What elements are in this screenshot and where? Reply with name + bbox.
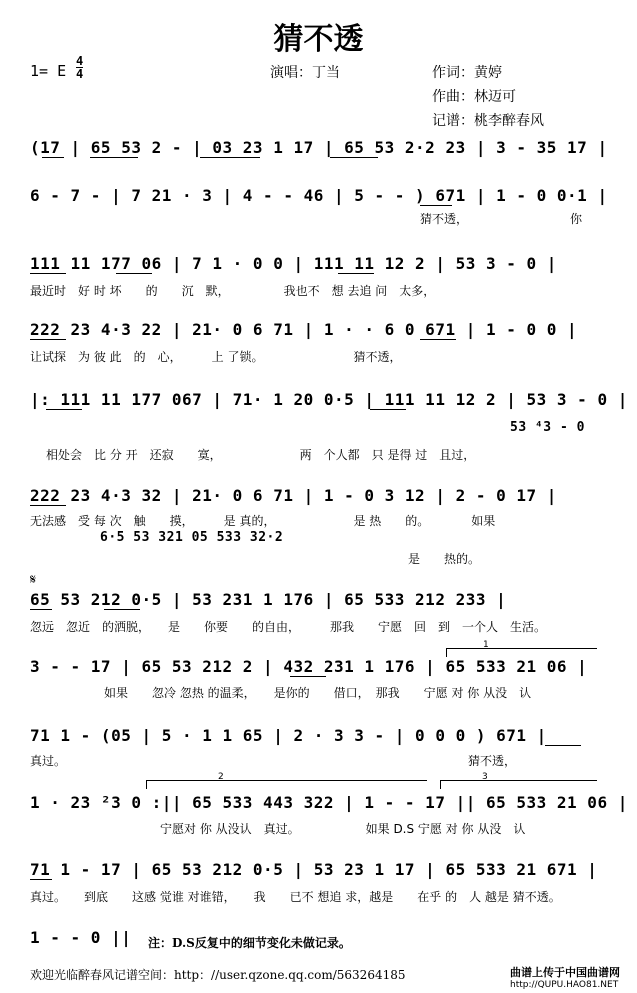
transcriber-credit: 记谱：桃李醉春风 — [432, 113, 544, 129]
score-line-5: |: 111 11 177 067 | 71· 1 20 0·5 | 111 11 12 2 | 53 3 - 0 | — [30, 390, 628, 409]
volta-bracket-3 — [440, 780, 597, 789]
volta-number-3: 3 — [482, 772, 488, 782]
score-line-5-alt: 53 ⁴3 - 0 — [510, 420, 585, 435]
time-signature-top: 4 — [76, 54, 84, 68]
song-title: 猜不透 — [273, 22, 364, 57]
watermark — [510, 967, 620, 991]
watermark-line-1: 曲谱上传于中国曲谱网 — [510, 966, 620, 979]
score-line-12: 1 - - 0 || — [30, 928, 132, 947]
score-line-6-alt: 6·5 53 321 05 533 32·2 — [100, 530, 284, 545]
score-line-1: (17 | 65 53 2 - | 03 23 1 17 | 65 53 2·2 23 | 3 - 35 17 | — [30, 138, 608, 157]
singer-credit: 演唱：丁当 — [270, 65, 340, 81]
volta-bracket-1 — [446, 648, 597, 657]
composer-credit: 作曲：林迈可 — [432, 89, 516, 105]
volta-number-2: 2 — [218, 772, 224, 782]
lyric-line-7: 忽远 忽近 的洒脱， 是 你要 的自由， 那我 宁愿 回 到 一个人 生活。 — [30, 620, 547, 634]
lyric-line-3: 最近时 好 时 坏 的 沉 默， 我也不 想 去追 问 太多， — [30, 284, 436, 298]
volta-number-1: 1 — [483, 640, 489, 650]
score-line-8: 3 - - 17 | 65 53 212 2 | 432 231 1 176 | 65 533 21 06 | — [30, 657, 588, 676]
score-line-3: 111 11 177 06 | 7 1 · 0 0 | 111 11 12 2 | 53 3 - 0 | — [30, 254, 557, 273]
score-line-10: 1 · 23 ²3 0 :|| 65 533 443 322 | 1 - - 17 || 65 533 21 06 | — [30, 793, 628, 812]
lyric-line-6: 无法感 受 每 次 触 摸， 是 真的， 是 热 的。 如果 — [30, 514, 496, 528]
lyric-line-9: 真过。 猜不透， — [30, 754, 517, 768]
watermark-line-2: http://QUPU.HAO81.NET — [510, 980, 619, 990]
segno-sign: 𝄋 — [30, 572, 37, 588]
score-line-2: 6 - 7 - | 7 21 · 3 | 4 - - 46 | 5 - - ) 671 | 1 - 0 0·1 | — [30, 186, 608, 205]
lyric-line-5: 相处会 比 分 开 还寂 寞， 两 个人都 只 是得 过 且过， — [46, 448, 476, 462]
footer-text: 欢迎光临醉春风记谱空间：http：//user.qzone.qq.com/563264185 — [30, 968, 406, 982]
time-signature-bottom: 4 — [76, 67, 84, 81]
score-line-9: 71 1 - (05 | 5 · 1 1 65 | 2 · 3 3 - | 0 0 0 ) 671 | — [30, 726, 547, 745]
score-line-11: 71 1 - 17 | 65 53 212 0·5 | 53 23 1 17 | 65 533 21 671 | — [30, 860, 598, 879]
score-line-6: 222 23 4·3 32 | 21· 0 6 71 | 1 - 0 3 12 | 2 - 0 17 | — [30, 486, 557, 505]
lyric-line-11: 真过。 到底 这感 觉谁 对谁错， 我 已不 想追 求，越是 在乎 的 人 越是 猜不透。 — [30, 890, 561, 904]
lyric-line-4: 让试探 为 彼 此 的 心， 上 了锁。 猜不透， — [30, 350, 402, 364]
score-line-7: 65 53 212 0·5 | 53 231 1 176 | 65 533 212 233 | — [30, 590, 507, 609]
lyricist-credit: 作词：黄婷 — [432, 65, 502, 81]
score-line-4: 222 23 4·3 22 | 21· 0 6 71 | 1 · · 6 0 671 | 1 - 0 0 | — [30, 320, 578, 339]
lyric-line-2: 猜不透， 你 — [420, 212, 583, 226]
time-signature — [76, 55, 83, 80]
lyric-line-10: 宁愿对 你 从没认 真过。 如果 D.S 宁愿 对 你 从没 认 — [160, 822, 526, 836]
lyric-line-6-alt: 是 热的。 — [408, 552, 481, 566]
volta-bracket-2 — [146, 780, 427, 789]
key-signature: 1= E — [30, 62, 67, 80]
lyric-line-8: 如果 忽冷 忽热 的温柔， 是你的 借口， 那我 宁愿 对 你 从没 认 — [104, 686, 532, 700]
score-note: 注：D.S反复中的细节变化未做记录。 — [148, 936, 351, 950]
